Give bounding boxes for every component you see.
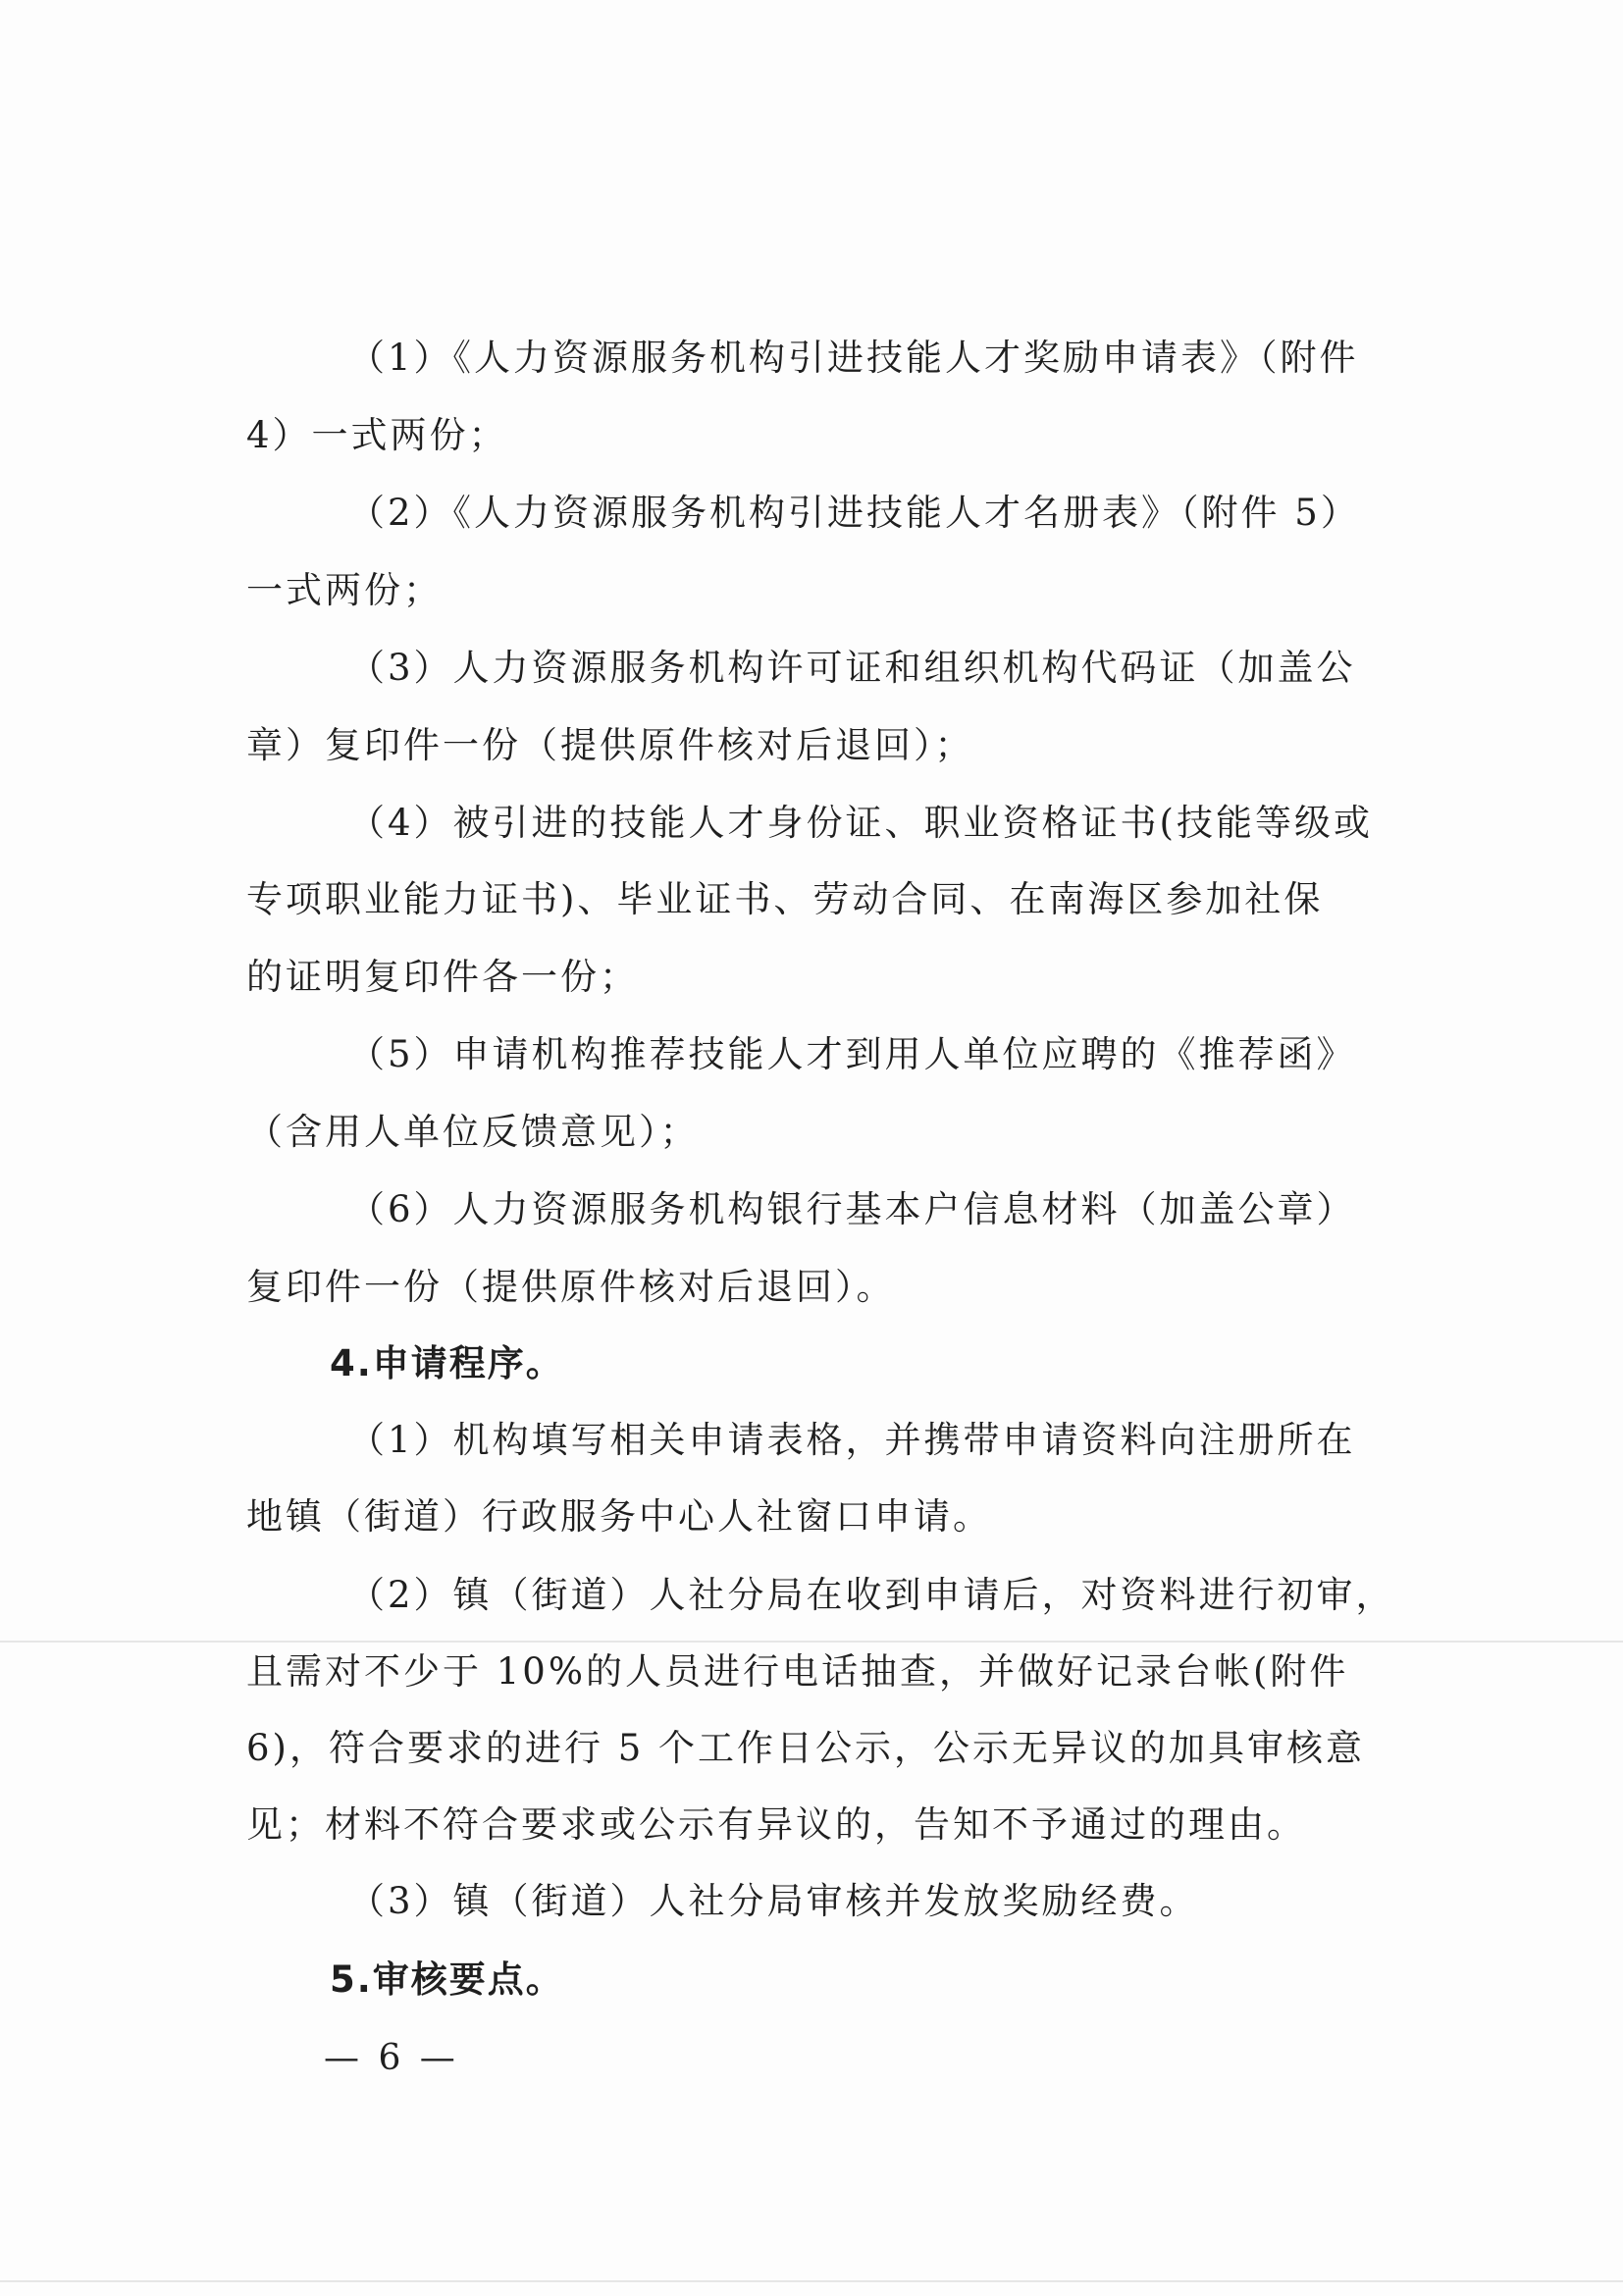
scan-artifact-line-bottom: [0, 2280, 1623, 2282]
body-line: （3）人力资源服务机构许可证和组织机构代码证（加盖公: [348, 647, 1356, 689]
body-line: （6）人力资源服务机构银行基本户信息材料（加盖公章）: [348, 1188, 1356, 1230]
body-line: 6)，符合要求的进行 5 个工作日公示，公示无异议的加具审核意: [246, 1727, 1366, 1769]
body-line: 地镇（街道）行政服务中心人社窗口申请。: [246, 1495, 992, 1538]
body-line: 的证明复印件各一份；: [246, 956, 639, 998]
body-line: （2）镇（街道）人社分局在收到申请后，对资料进行初审，: [348, 1574, 1395, 1616]
section-heading: 4.申请程序。: [330, 1342, 564, 1384]
body-line: 章）复印件一份（提供原件核对后退回）；: [246, 724, 974, 766]
page-number: — 6 —: [324, 2038, 459, 2078]
scan-artifact-line: [0, 1641, 1623, 1643]
body-line: 复印件一份（提供原件核对后退回）。: [246, 1266, 896, 1308]
body-line: （1）《人力资源服务机构引进技能人才奖励申请表》（附件: [348, 337, 1359, 379]
body-line: （3）镇（街道）人社分局审核并发放奖励经费。: [348, 1880, 1199, 1922]
body-line: （1）机构填写相关申请表格，并携带申请资料向注册所在: [348, 1419, 1356, 1461]
section-heading: 5.审核要点。: [330, 1958, 564, 2001]
body-line: 4）一式两份；: [246, 414, 508, 456]
body-line: （4）被引进的技能人才身份证、职业资格证书(技能等级或: [348, 802, 1373, 844]
body-line: 且需对不少于 10%的人员进行电话抽查，并做好记录台帐(附件: [246, 1650, 1349, 1693]
body-line: （含用人单位反馈意见）；: [246, 1111, 700, 1153]
body-line: 专项职业能力证书)、毕业证书、劳动合同、在南海区参加社保: [246, 878, 1324, 920]
body-line: （2）《人力资源服务机构引进技能人才名册表》（附件 5）: [348, 492, 1360, 534]
body-line: （5）申请机构推荐技能人才到用人单位应聘的《推荐函》: [348, 1033, 1356, 1075]
body-line: 见；材料不符合要求或公示有异议的，告知不予通过的理由。: [246, 1803, 1306, 1846]
body-line: 一式两份；: [246, 569, 443, 611]
